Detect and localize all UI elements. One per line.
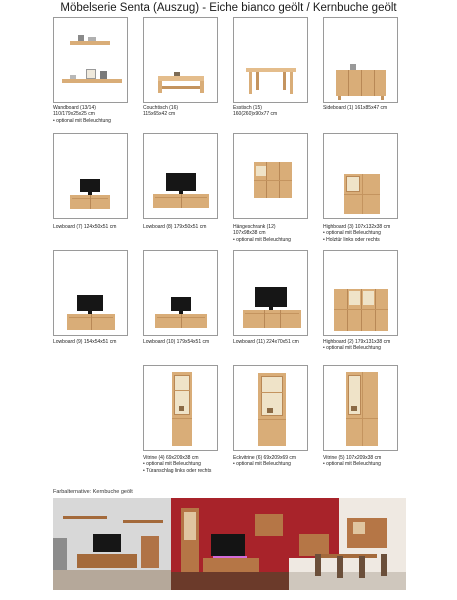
product-image-vitrine-4 <box>143 365 218 451</box>
product-caption: Hängeschrank (12) 107x98x38 cm • optional mit Beleuchtung <box>233 224 291 243</box>
product-image-highboard-2 <box>323 250 398 336</box>
product-caption: Lowboard (8) 179x50x51 cm <box>143 224 207 230</box>
product-image-lowboard-9 <box>53 250 128 336</box>
product-caption: Lowboard (7) 124x50x51 cm <box>53 224 117 230</box>
page-title: Möbelserie Senta (Auszug) - Eiche bianco geölt / Kernbuche geölt <box>60 2 397 14</box>
product-image-lowboard-8 <box>143 133 218 219</box>
product-image-lowboard-7 <box>53 133 128 219</box>
product-caption: Couchtisch (16) 115x65x42 cm <box>143 105 179 118</box>
product-caption: Lowboard (9) 154x54x51 cm <box>53 339 117 345</box>
product-image-eckvitrine <box>233 365 308 451</box>
product-caption: Sideboard (1) 161x85x47 cm <box>323 105 388 111</box>
product-image-lowboard-11 <box>233 250 308 336</box>
product-caption: Vitrine (4) 69x209x38 cm • optional mit Beleuchtung • Türanschlag links oder rechts <box>143 455 212 474</box>
product-image-highboard-3 <box>323 133 398 219</box>
product-caption: Lowboard (11) 224x70x51 cm <box>233 339 299 345</box>
product-caption: Eckvitrine (6) 69x209x69 cm • optional mit Beleuchtung <box>233 455 297 468</box>
product-image-couchtisch <box>143 17 218 103</box>
product-image-haengeschrank <box>233 133 308 219</box>
product-image-vitrine-5 <box>323 365 398 451</box>
product-image-lowboard-10 <box>143 250 218 336</box>
room-photo-banner <box>53 498 406 590</box>
product-caption: Vitrine (5) 107x209x38 cm • optional mit Beleuchtung <box>323 455 382 468</box>
product-caption: Esstisch (15) 160(260)x90x77 cm <box>233 105 278 118</box>
color-alternative-caption: Farbalternative: Kernbuche geölt <box>53 489 133 495</box>
product-image-sideboard <box>323 17 398 103</box>
product-image-esstisch <box>233 17 308 103</box>
product-image-wandboard <box>53 17 128 103</box>
product-caption: Highboard (3) 107x132x38 cm • optional mit Beleuchtung • Holztür links oder rechts <box>323 224 391 243</box>
product-caption: Wandboard (13/14) 110/179x25x25 cm • optional mit Beleuchtung <box>53 105 111 124</box>
product-caption: Lowboard (10) 179x54x51 cm <box>143 339 210 345</box>
product-caption: Highboard (2) 179x131x38 cm • optional mit Beleuchtung <box>323 339 391 352</box>
